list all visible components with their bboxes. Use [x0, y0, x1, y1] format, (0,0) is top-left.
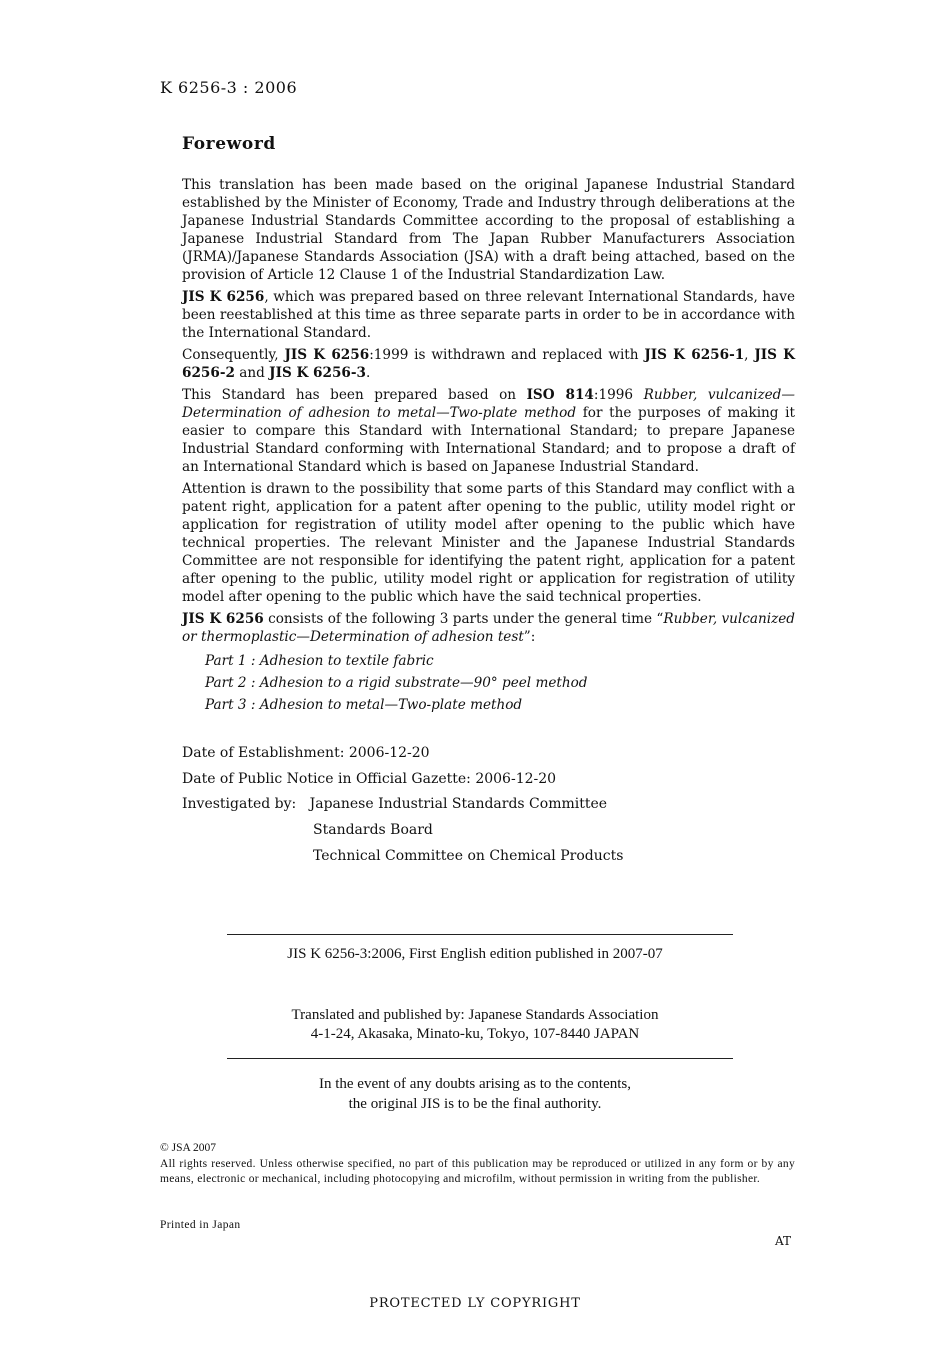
- paragraph-text: .: [365, 365, 371, 381]
- protected-watermark: PROTECTED LY COPYRIGHT: [369, 1296, 581, 1311]
- document-id: K 6256-3 : 2006: [160, 78, 298, 97]
- investigated-by: [182, 794, 623, 820]
- publisher-line: Translated and published by: Japanese Standards Association: [291, 1007, 659, 1023]
- paragraph-text: This Standard has been prepared based on: [182, 387, 527, 403]
- standard-ref: JIS K 6256-3: [269, 365, 366, 381]
- paragraph-text: consists of the following 3 parts under the general time “: [263, 611, 664, 627]
- paragraph-text: ,: [744, 347, 755, 363]
- standard-ref: JIS K 6256-2: [182, 347, 795, 381]
- standard-ref: JIS K 6256: [182, 611, 264, 627]
- printed-in: Printed in Japan: [160, 1219, 241, 1231]
- foreword-paragraph-3: [182, 346, 795, 382]
- divider: [227, 934, 733, 935]
- foreword-paragraph-6: [182, 610, 795, 646]
- foreword-paragraph-5: Attention is drawn to the possibility that some parts of this Standard may conflict with a patent right, application for a patent after opening to the public, utility model right or application for registration of utility model after opening to the public which have technical properties. The relevant Minister and the Japanese Industrial Standards Committee are not responsible for identifying the patent right, application for a patent after opening to the public, utility model right or application for registration of utility model after opening to the public which have the said technical properties.: [182, 481, 795, 605]
- establishment-date: Date of Establishment: 2006-12-20: [182, 745, 430, 761]
- page-code: AT: [775, 1234, 792, 1248]
- investigated-label: Investigated by:: [182, 796, 297, 813]
- paragraph-text: :1999 is withdrawn and replaced with: [369, 347, 645, 363]
- part-item: Part 1 : Adhesion to textile fabric: [205, 653, 434, 669]
- standard-metadata: [182, 743, 623, 871]
- standard-title: Rubber, vulcanized—Determination of adhesion to metal—Two-plate method: [182, 387, 795, 421]
- investigator: Japanese Industrial Standards Committee: [309, 796, 608, 813]
- divider: [227, 1058, 733, 1059]
- copyright-notice: © JSA 2007: [160, 1142, 217, 1154]
- paragraph-text: , which was prepared based on three relevant International Standards, have been reestablished at this time as three separate parts in order to be in accordance with the International Standard.: [182, 289, 795, 341]
- standard-ref: JIS K 6256: [284, 347, 370, 363]
- parts-list: [182, 650, 795, 716]
- standard-ref: JIS K 6256-1: [644, 347, 745, 363]
- part-item: Part 2 : Adhesion to a rigid substrate—90° peel method: [205, 675, 588, 691]
- standard-ref: JIS K 6256: [182, 289, 265, 305]
- foreword-paragraph-2: [182, 288, 795, 342]
- investigator: Technical Committee on Chemical Products: [313, 847, 624, 864]
- investigator: Standards Board: [313, 822, 433, 839]
- standard-title: Rubber, vulcanized or thermoplastic—Determination of adhesion test: [182, 611, 795, 645]
- paragraph-text: Consequently,: [182, 347, 285, 363]
- paragraph-text: and: [234, 365, 270, 381]
- part-item: Part 3 : Adhesion to metal—Two-plate method: [205, 697, 523, 713]
- authority-note-line-2: the original JIS is to be the final authority.: [348, 1096, 602, 1112]
- rights-notice: All rights reserved. Unless otherwise specified, no part of this publication may be reproduced or utilized in any form or by any means, electronic or mechanical, including photocopying and microfilm, without permission in writing from the publisher.: [160, 1158, 795, 1185]
- paragraph-text: ”:: [523, 629, 536, 645]
- paragraph-text: for the purposes of making it easier to compare this Standard with International Standard; to prepare Japanese Industrial Standard conforming with International Standard; and to propose a draft of an International Standard which is based on Japanese Industrial Standard.: [182, 405, 795, 475]
- foreword-title: Foreword: [182, 134, 276, 154]
- foreword-paragraph-4: [182, 386, 795, 476]
- authority-note-line-1: In the event of any doubts arising as to the contents,: [318, 1076, 631, 1092]
- publisher-address: 4-1-24, Akasaka, Minato-ku, Tokyo, 107-8440 JAPAN: [310, 1026, 640, 1042]
- gazette-date: Date of Public Notice in Official Gazette: 2006-12-20: [182, 770, 557, 787]
- foreword-body: [182, 176, 795, 716]
- standard-ref: ISO 814: [526, 387, 594, 403]
- foreword-paragraph-1: This translation has been made based on the original Japanese Industrial Standard established by the Minister of Economy, Trade and Industry through deliberations at the Japanese Industrial Standards Committee according to the proposal of establishing a Japanese Industrial Standard from The Japan Rubber Manufacturers Association (JRMA)/Japanese Standards Association (JSA) with a draft being attached, based on the provision of Article 12 Clause 1 of the Industrial Standardization Law.: [182, 177, 795, 283]
- paragraph-text: :1996: [593, 387, 644, 403]
- edition-note: JIS K 6256-3:2006, First English edition published in 2007-07: [287, 946, 663, 962]
